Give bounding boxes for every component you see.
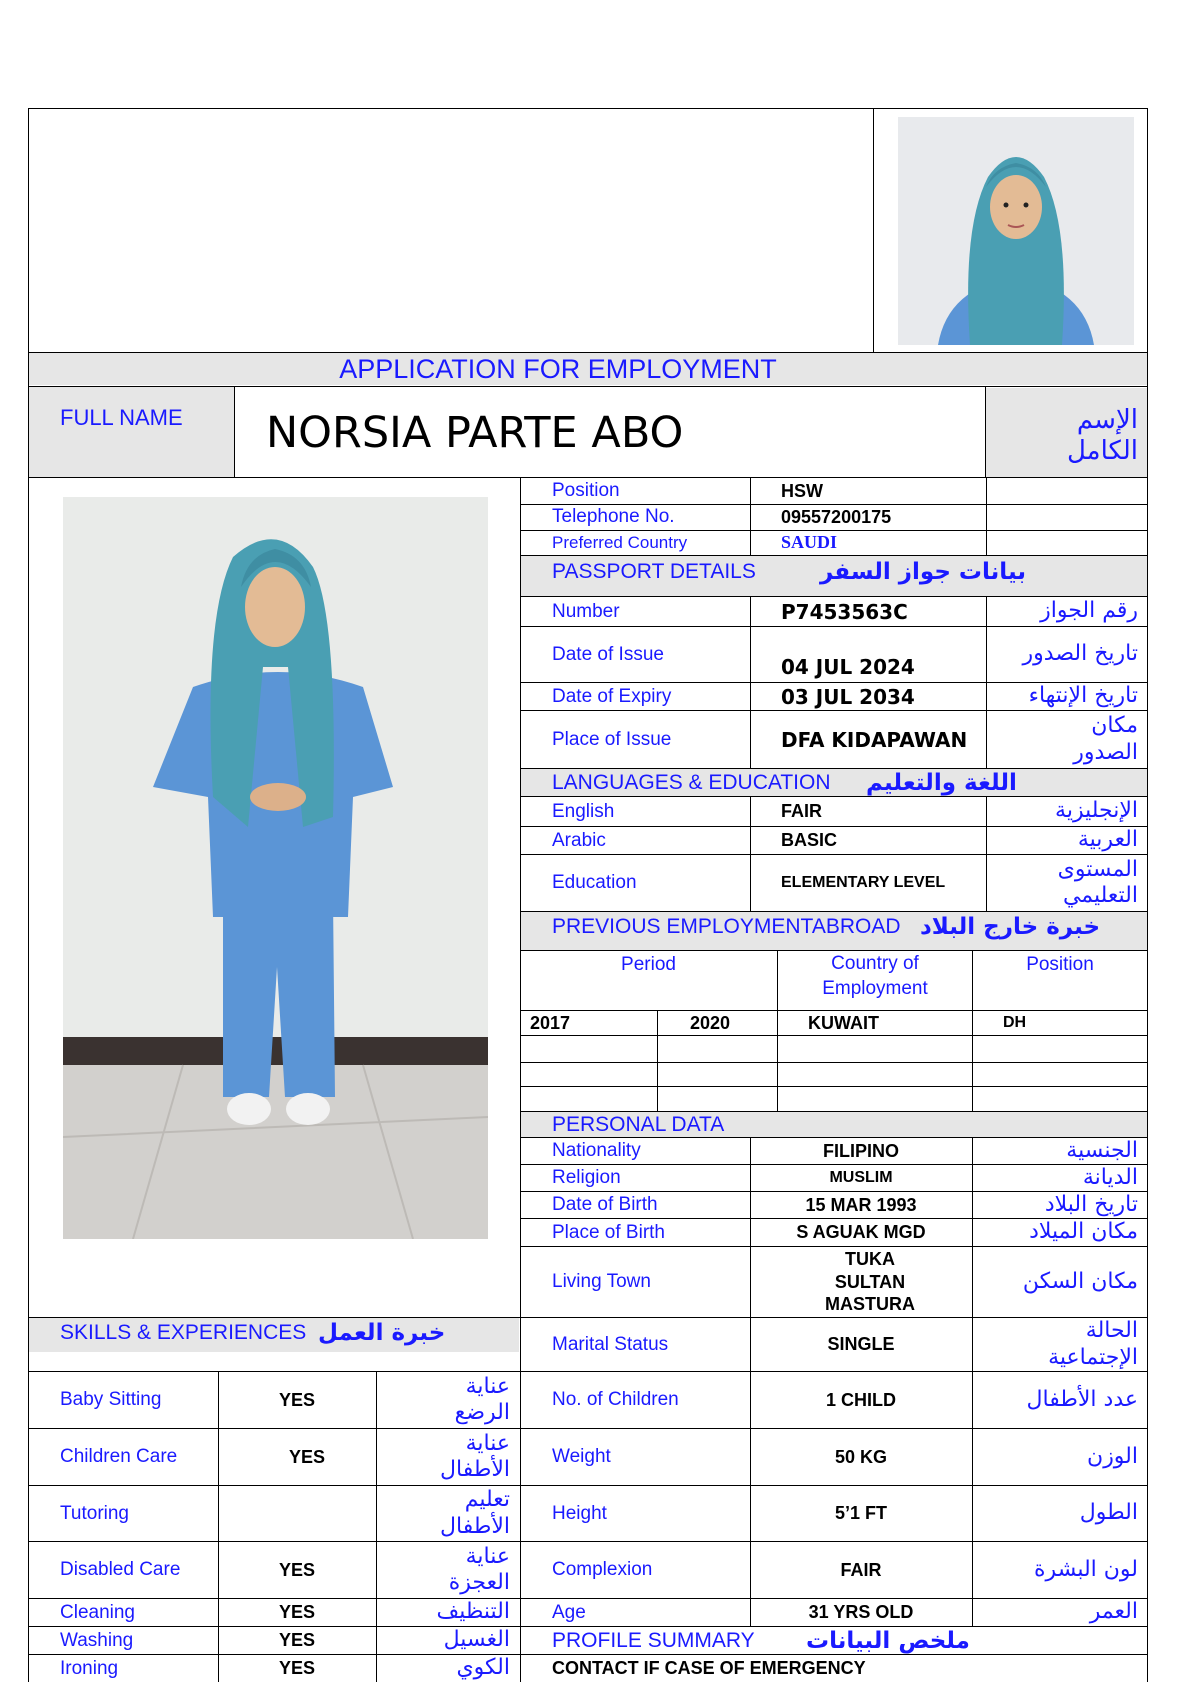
children-label: No. of Children [552,1389,679,1410]
dob-value: 15 MAR 1993 [805,1194,917,1215]
profile-summary-header-ar: ملخص البيانات [806,1627,970,1654]
ironing-ar: الكوي [456,1655,510,1681]
living-town-ar: مكان السكن [1022,1268,1138,1294]
previous-employment-header: PREVIOUS EMPLOYMENTABROAD [552,915,901,938]
full-name-label-ar: الإسم الكامل [1066,405,1138,467]
telephone-label: Telephone No. [552,506,675,527]
tutoring-ar: تعليم الأطفال [440,1487,510,1539]
position-column-header: Position [1026,954,1094,975]
passport-number-ar: رقم الجواز [1040,598,1138,624]
baby-sitting-label: Baby Sitting [60,1389,162,1410]
place-of-issue-ar: مكان الصدور [1073,713,1138,765]
children-care-value: YES [288,1446,326,1467]
ironing-label: Ironing [60,1657,119,1679]
cleaning-value: YES [278,1602,316,1622]
passport-number-value: P7453563C [781,599,908,624]
full-body-photo [63,497,488,1239]
expiry-date-ar: تاريخ الإنتهاء [1028,683,1138,709]
children-care-label: Children Care [60,1446,178,1467]
nationality-ar: الجنسية [1066,1137,1138,1163]
baby-sitting-ar: عناية الرضع [454,1373,510,1425]
religion-ar: الديانة [1082,1164,1138,1190]
cleaning-ar: التنظيف [436,1599,510,1625]
age-ar: العمر [1089,1599,1138,1625]
preferred-country-value: SAUDI [781,532,838,552]
marital-status-label: Marital Status [552,1333,669,1355]
washing-ar: الغسيل [443,1627,510,1653]
height-value: 5’1 FT [834,1503,887,1523]
baby-sitting-value: YES [278,1389,316,1410]
education-label: Education [552,872,637,893]
children-value: 1 CHILD [825,1389,896,1410]
profile-summary-header: PROFILE SUMMARY [552,1628,755,1652]
weight-ar: الوزن [1087,1443,1138,1469]
english-value: FAIR [781,801,823,821]
issue-date-ar: تاريخ الصدور [1022,641,1138,667]
passport-header: PASSPORT DETAILS [552,560,756,583]
tutoring-label: Tutoring [60,1502,129,1524]
height-ar: الطول [1079,1500,1138,1526]
religion-label: Religion [552,1167,621,1188]
ironing-value: YES [278,1658,316,1678]
country-column-header: Country of Employment [822,953,928,999]
period-column-header: Period [621,954,676,975]
living-town-label: Living Town [552,1271,651,1292]
marital-status-value: SINGLE [827,1334,895,1354]
pob-value: S AGUAK MGD [796,1222,926,1242]
expiry-date-value: 03 JUL 2034 [781,684,915,709]
religion-value: MUSLIM [829,1169,893,1186]
previous-employment-header-ar: خبرة خارج البلاد [920,914,1101,940]
emergency-contact-note: CONTACT IF CASE OF EMERGENCY [552,1658,866,1678]
employment-position: DH [1003,1014,1027,1031]
complexion-ar: لون البشرة [1034,1556,1138,1582]
weight-value: 50 KG [834,1446,888,1467]
washing-value: YES [278,1630,316,1650]
height-label: Height [552,1502,607,1524]
full-name-label: FULL NAME [60,405,183,430]
personal-data-header: PERSONAL DATA [552,1112,725,1136]
dob-ar: تاريخ البلاد [1044,1191,1138,1217]
passport-header-ar: بيانات جواز السفر [820,559,1026,585]
form-title: APPLICATION FOR EMPLOYMENT [339,353,777,384]
nationality-label: Nationality [552,1140,641,1161]
weight-label: Weight [552,1446,611,1467]
languages-header: LANGUAGES & EDUCATION [552,770,831,794]
place-of-issue-label: Place of Issue [552,728,672,750]
children-ar: عدد الأطفال [1026,1386,1138,1412]
education-value: ELEMENTARY LEVEL [781,874,946,891]
complexion-label: Complexion [552,1559,653,1580]
age-value: 31 YRS OLD [808,1602,914,1622]
pob-label: Place of Birth [552,1221,665,1243]
passport-number-label: Number [552,600,620,622]
preferred-country-label: Preferred Country [552,532,688,552]
dob-label: Date of Birth [552,1194,658,1215]
employment-from: 2017 [530,1012,571,1033]
skills-header-ar: خبرة العمل [318,1320,446,1346]
issue-date-value: 04 JUL 2024 [781,655,915,679]
nationality-value: FILIPINO [823,1140,899,1161]
telephone-value: 09557200175 [781,506,892,527]
arabic-label: Arabic [552,829,606,851]
disabled-care-ar: عناية العجزة [448,1543,510,1595]
education-ar: المستوى التعليمي [1057,856,1138,908]
marital-status-ar: الحالة الإجتماعية [1048,1318,1138,1370]
expiry-date-label: Date of Expiry [552,685,672,707]
employment-to: 2020 [690,1012,731,1033]
position-label: Position [552,480,620,501]
disabled-care-label: Disabled Care [60,1559,181,1580]
disabled-care-value: YES [278,1559,316,1580]
arabic-value: BASIC [781,830,838,850]
place-of-issue-value: DFA KIDAPAWAN [781,727,968,752]
english-ar: الإنجليزية [1055,798,1138,824]
issue-date-label: Date of Issue [552,643,664,665]
headshot-photo [898,117,1134,345]
complexion-value: FAIR [840,1559,882,1580]
position-value: HSW [781,480,823,501]
arabic-ar: العربية [1077,827,1138,853]
english-label: English [552,800,615,822]
full-name-value: NORSIA PARTE ABO [266,408,684,458]
age-label: Age [552,1601,586,1623]
living-town-value: TUKA SULTAN MASTURA [825,1249,915,1315]
languages-header-ar: اللغة والتعليم [866,769,1017,796]
tutoring-value [218,1486,376,1541]
pob-ar: مكان الميلاد [1029,1219,1138,1245]
skills-header: SKILLS & EXPERIENCES [60,1321,307,1344]
children-care-ar: عناية الأطفال [440,1430,510,1482]
cleaning-label: Cleaning [60,1601,135,1623]
washing-label: Washing [60,1629,134,1651]
employment-country: KUWAIT [808,1012,879,1033]
